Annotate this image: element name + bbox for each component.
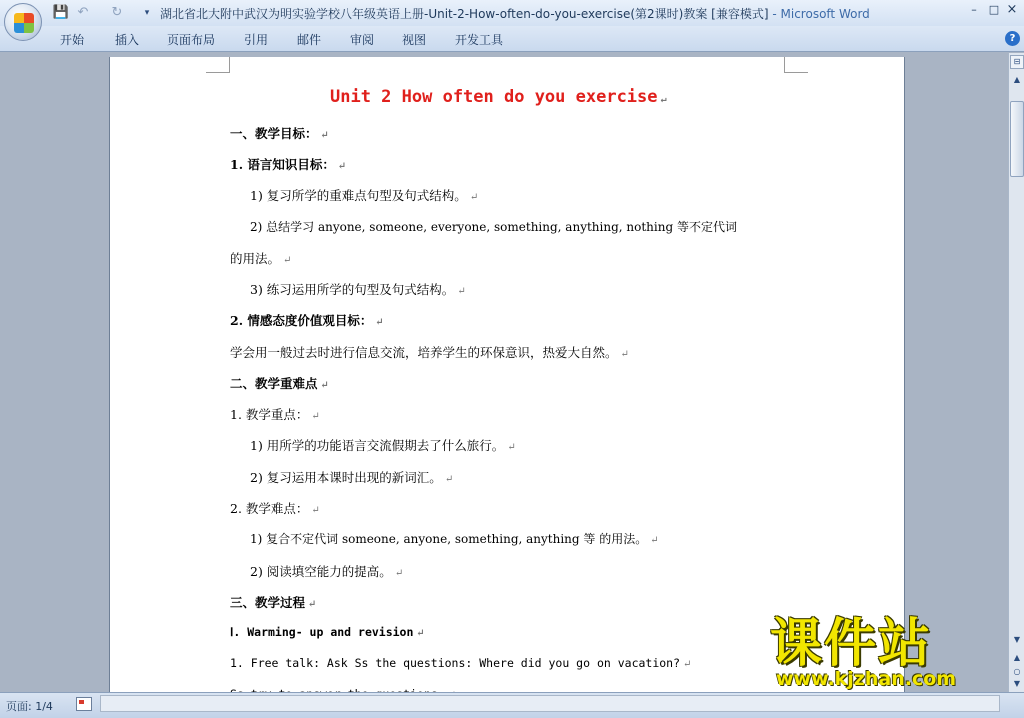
- doc-line: 1) 用所学的功能语言交流假期去了什么旅行。 ↵: [250, 438, 516, 453]
- tab-page-layout[interactable]: 页面布局: [167, 33, 216, 47]
- watermark-chinese: 课件站: [770, 614, 933, 674]
- scroll-thumb[interactable]: [1010, 101, 1024, 177]
- doc-line: 二、教学重难点 ↵: [230, 376, 329, 391]
- vertical-scrollbar[interactable]: [1008, 53, 1024, 692]
- doc-line: 2) 阅读填空能力的提高。 ↵: [250, 564, 404, 579]
- doc-line: 1. 教学重点： ↵: [230, 407, 320, 422]
- scroll-up-icon[interactable]: ▲: [1013, 75, 1021, 84]
- doc-line: 2) 复习运用本课时出现的新词汇。 ↵: [250, 470, 454, 485]
- watermark-url: www.kjzhan.com: [776, 668, 957, 690]
- redo-icon[interactable]: ↻: [111, 5, 123, 20]
- close-button[interactable]: ×: [1006, 2, 1018, 17]
- tab-mailings[interactable]: 邮件: [297, 33, 322, 47]
- doc-line: Ⅰ. Warming- up and revision ↵: [230, 625, 425, 639]
- watermark: [770, 616, 1010, 692]
- status-bar: [0, 692, 1024, 718]
- doc-line: 2) 总结学习 anyone, someone, everyone, something, anything, nothing 等不定代词: [250, 220, 737, 234]
- doc-line: 的用法。 ↵: [230, 251, 292, 266]
- page-count[interactable]: 页面: 1/4: [6, 700, 53, 713]
- tab-references[interactable]: 引用: [244, 33, 269, 47]
- doc-line: 2. 情感态度价值观目标： ↵: [230, 313, 384, 328]
- tab-review[interactable]: 审阅: [350, 33, 375, 47]
- view-ruler-icon[interactable]: ⊟: [1010, 55, 1024, 69]
- window-title: [160, 5, 870, 22]
- document-workspace: [0, 53, 1008, 692]
- tab-home[interactable]: 开始: [60, 33, 85, 47]
- select-browse-object-icon[interactable]: ○: [1013, 667, 1021, 676]
- doc-line: 学会用一般过去时进行信息交流，培养学生的环保意识，热爱大自然。 ↵: [230, 345, 629, 360]
- doc-line: 1) 复合不定代词 someone, anyone, something, anything 等 的用法。 ↵: [250, 532, 659, 546]
- margin-marker-left: [206, 57, 230, 73]
- doc-line: 三、教学过程 ↵: [230, 595, 317, 610]
- save-icon[interactable]: 💾: [52, 5, 70, 20]
- maximize-button[interactable]: □: [988, 3, 1000, 16]
- help-icon[interactable]: ?: [1005, 31, 1020, 46]
- tab-view[interactable]: 视图: [402, 33, 427, 47]
- proofing-icon[interactable]: [76, 697, 92, 711]
- office-logo-icon: [14, 13, 34, 33]
- undo-icon[interactable]: ↶: [77, 5, 89, 20]
- app-name: - Microsoft Word: [772, 7, 870, 21]
- doc-line: 2. 教学难点： ↵: [230, 501, 320, 516]
- horizontal-scrollbar[interactable]: [100, 695, 1000, 712]
- doc-line: 3) 练习运用所学的句型及句式结构。 ↵: [250, 282, 466, 297]
- title-bar: [0, 0, 1024, 26]
- doc-line: 1. Free talk: Ask Ss the questions: Where did you go on vacation? ↵: [230, 656, 692, 670]
- customize-quick-access-icon[interactable]: ▾: [144, 8, 150, 18]
- previous-page-icon[interactable]: ▲: [1013, 653, 1021, 662]
- office-button[interactable]: [4, 3, 42, 41]
- tab-developer[interactable]: 开发工具: [455, 33, 504, 47]
- ribbon-tab-bar: [0, 26, 1024, 52]
- document-page[interactable]: [110, 57, 904, 697]
- document-name: 湖北省北大附中武汉为明实验学校八年级英语上册-Unit-2-How-often-do-you-exercise(第2课时)教案 [兼容模式]: [160, 7, 769, 21]
- next-page-icon[interactable]: ▼: [1013, 679, 1021, 688]
- doc-line: 1. 语言知识目标： ↵: [230, 157, 347, 172]
- margin-marker-right: [784, 57, 808, 73]
- doc-line: 一、教学目标： ↵: [230, 126, 329, 141]
- tab-insert[interactable]: 插入: [115, 33, 140, 47]
- minimize-button[interactable]: –: [971, 3, 977, 16]
- document-title: Unit 2 How often do you exercise ↵: [330, 87, 667, 107]
- scroll-down-icon[interactable]: ▼: [1013, 635, 1021, 644]
- doc-line: 1) 复习所学的重难点句型及句式结构。 ↵: [250, 188, 479, 203]
